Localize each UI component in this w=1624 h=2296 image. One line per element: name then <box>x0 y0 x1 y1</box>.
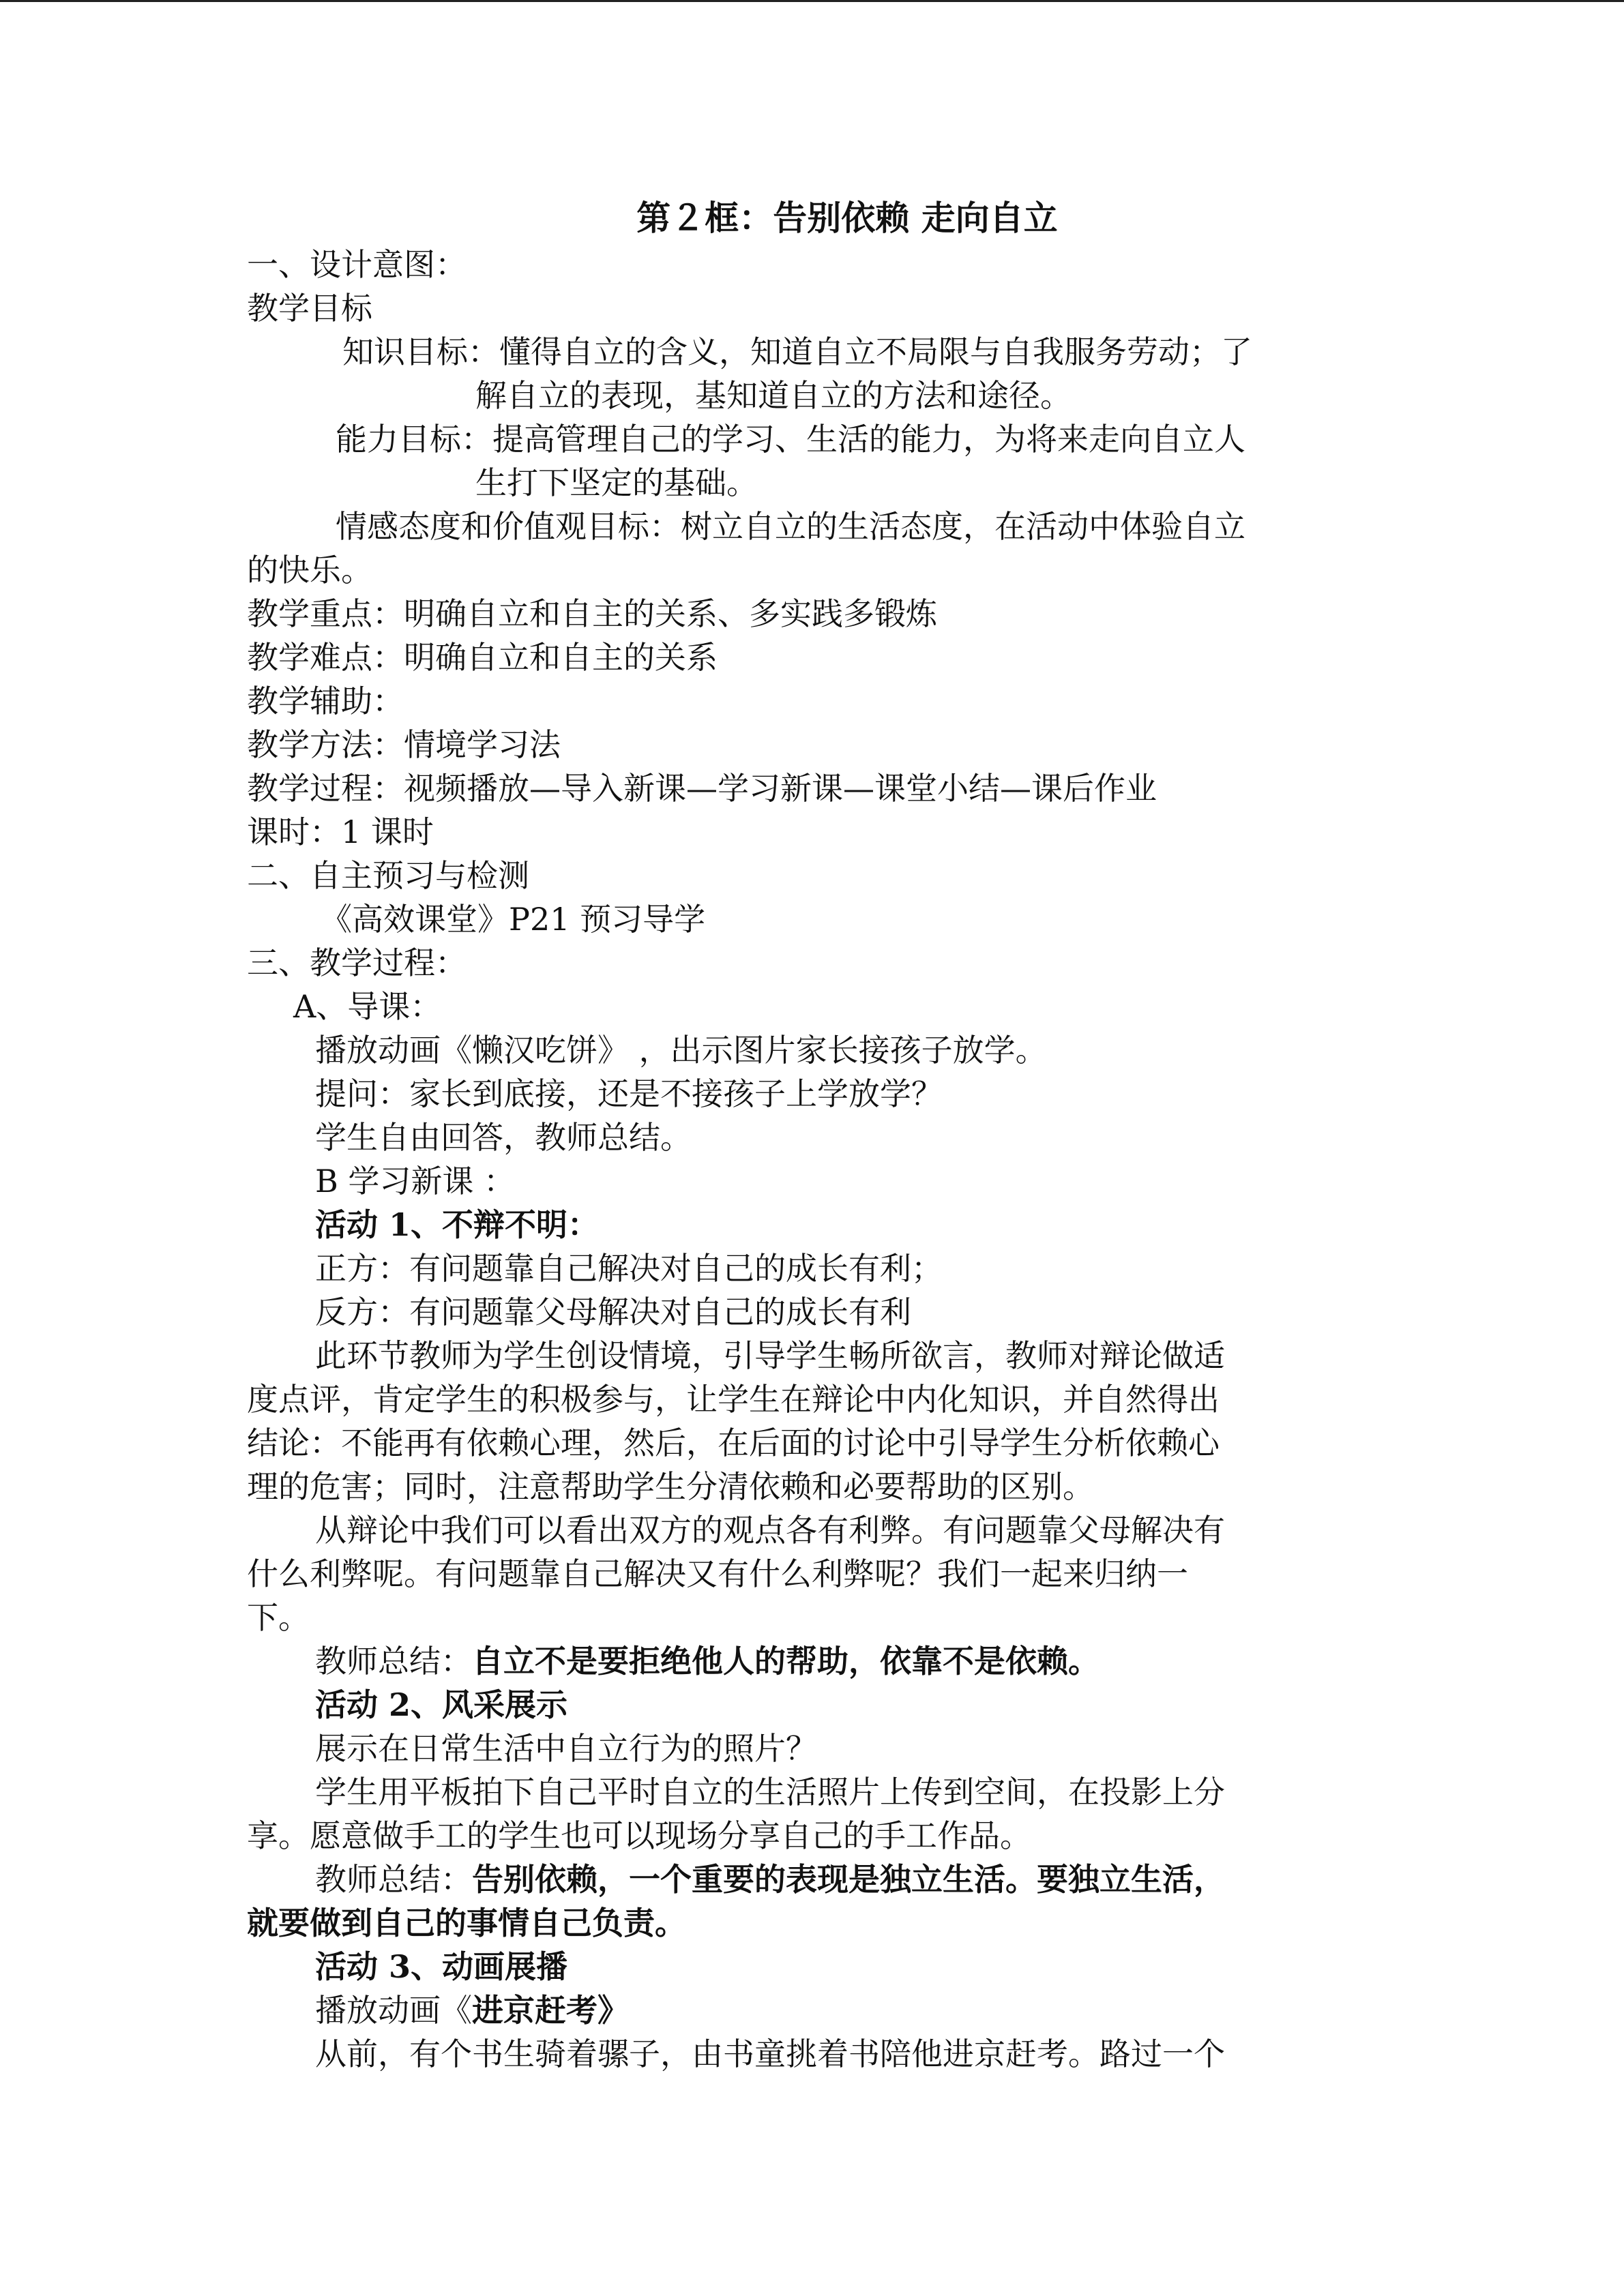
lead-in-line-3: 学生自由回答，教师总结。 <box>315 1119 692 1156</box>
ability-goal-line-1: 能力目标：提高管理自己的学习、生活的能力，为将来走向自立人 <box>336 421 1245 458</box>
paragraph-line: 下。 <box>247 1599 310 1636</box>
activity-3-video-title: 进京赶考》 <box>472 1992 629 2029</box>
aids-line: 教学辅助： <box>247 683 404 719</box>
top-border-line <box>0 0 1624 2</box>
summary-label: 教师总结： <box>315 1643 472 1680</box>
document-page <box>247 194 1365 2076</box>
activity-1-title: 活动 1、不辩不明： <box>315 1206 600 1243</box>
teacher-summary-2 <box>247 1858 1365 1901</box>
activity-2-paragraph <box>247 1770 1365 1858</box>
paragraph-line: 此环节教师为学生创设情境，引导学生畅所欲言，教师对辩论做适 <box>315 1337 1225 1374</box>
knowledge-goal-line-1: 知识目标：懂得自立的含义，知道自立不局限与自我服务劳动；了 <box>342 333 1252 370</box>
paragraph-line: 理的危害；同时，注意帮助学生分清依赖和必要帮助的区别。 <box>247 1468 1094 1505</box>
preview-item: 《高效课堂》P21 预习导学 <box>321 901 706 938</box>
process-line: 教学过程：视频播放—导入新课—学习新课—课堂小结—课后作业 <box>247 770 1157 807</box>
summary-emphasis: 自立不是要拒绝他人的帮助，依靠不是依赖。 <box>472 1643 1099 1680</box>
page-title: 第２框：告别依赖 走向自立 <box>636 198 1058 238</box>
activity-1-paragraph-2 <box>247 1508 1365 1639</box>
paragraph-line: 学生用平板拍下自己平时自立的生活照片上传到空间，在投影上分 <box>315 1774 1225 1810</box>
summary-label: 教师总结： <box>315 1861 472 1898</box>
activity-3-title: 活动 3、动画展播 <box>315 1948 568 1985</box>
activity-2-line-1: 展示在日常生活中自立行为的照片？ <box>315 1730 817 1767</box>
summary-emphasis: 告别依赖，一个重要的表现是独立生活。要独立生活， <box>472 1861 1225 1898</box>
hours-line: 课时：1 课时 <box>247 814 434 850</box>
lead-in-heading: A、导课： <box>293 988 442 1025</box>
key-point-line: 教学重点：明确自立和自主的关系、多实践多锻炼 <box>247 595 937 632</box>
activity-1-pro: 正方：有问题靠自己解决对自己的成长有利； <box>315 1250 943 1287</box>
paragraph-line: 什么利弊呢。有问题靠自己解决又有什么利弊呢？我们一起来归纳一 <box>247 1555 1188 1592</box>
activity-1-con: 反方：有问题靠父母解决对自己的成长有利 <box>315 1294 911 1330</box>
emotion-goal-line-2: 的快乐。 <box>247 552 372 588</box>
knowledge-goal-line-2: 解自立的表现，基知道自立的方法和途径。 <box>475 377 1072 414</box>
difficulty-line: 教学难点：明确自立和自主的关系 <box>247 639 718 676</box>
activity-3-line-1 <box>247 1988 1365 2032</box>
design-intent-heading: 一、设计意图： <box>247 246 467 283</box>
activity-2-title: 活动 2、风采展示 <box>315 1686 568 1723</box>
paragraph-line: 度点评，肯定学生的积极参与，让学生在辩论中内化知识，并自然得出 <box>247 1381 1220 1418</box>
method-line: 教学方法：情境学习法 <box>247 726 561 763</box>
activity-3-story-line: 从前，有个书生骑着骡子，由书童挑着书陪他进京赶考。路过一个 <box>315 2036 1225 2072</box>
paragraph-line: 享。愿意做手工的学生也可以现场分享自己的手工作品。 <box>247 1817 1031 1854</box>
teaching-goals-heading: 教学目标 <box>247 290 372 327</box>
teaching-process-heading: 三、教学过程： <box>247 944 467 981</box>
paragraph-line: 结论：不能再有依赖心理，然后，在后面的讨论中引导学生分析依赖心 <box>247 1425 1220 1461</box>
new-lesson-heading: B 学习新课 ： <box>315 1163 516 1199</box>
activity-1-paragraph-1 <box>247 1334 1365 1508</box>
paragraph-line: 从辩论中我们可以看出双方的观点各有利弊。有问题靠父母解决有 <box>315 1512 1225 1549</box>
teacher-summary-1 <box>247 1639 1365 1683</box>
teacher-summary-2-continued: 就要做到自己的事情自己负责。 <box>247 1905 686 1941</box>
activity-3-prefix: 播放动画《 <box>315 1992 472 2029</box>
ability-goal-line-2: 生打下坚定的基础。 <box>475 464 758 501</box>
lead-in-line-2: 提问：家长到底接，还是不接孩子上学放学？ <box>315 1075 943 1112</box>
emotion-goal-line-1: 情感态度和价值观目标：树立自立的生活态度，在活动中体验自立 <box>336 508 1245 545</box>
lead-in-line-1: 播放动画《懒汉吃饼》 ，出示图片家长接孩子放学。 <box>315 1032 1047 1069</box>
preview-heading: 二、自主预习与检测 <box>247 857 529 894</box>
